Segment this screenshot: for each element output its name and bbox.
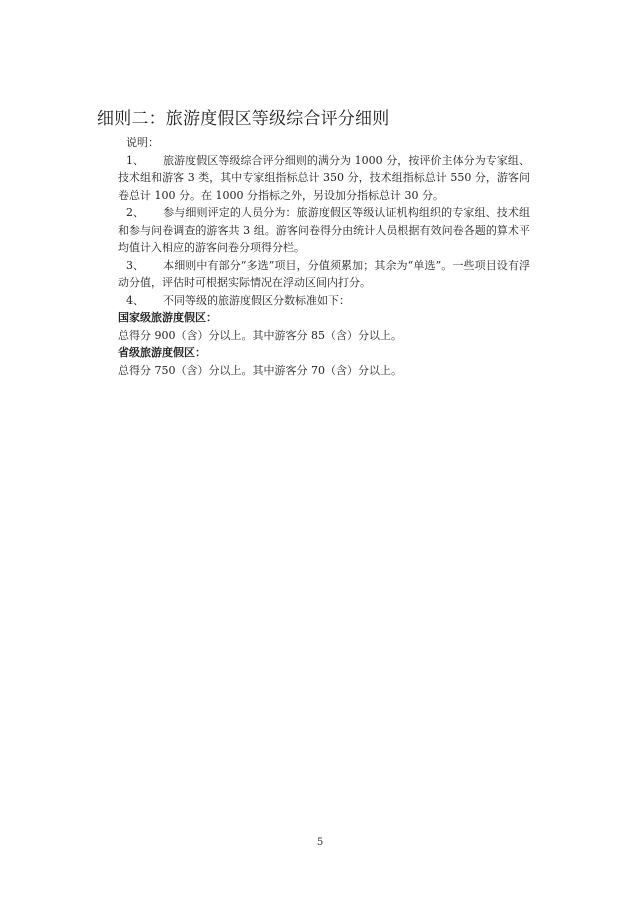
list-item-1 bbox=[118, 152, 530, 205]
list-item-number: 1、 bbox=[126, 153, 144, 167]
national-resort-criteria: 总得分 900（含）分以上。其中游客分 85（含）分以上。 bbox=[118, 328, 402, 342]
list-item-3 bbox=[118, 257, 530, 292]
list-item-text: 参与细则评定的人员分为：旅游度假区等级认证机构组织的专家组、技术组和参与问卷调查的游客共 3 组。游客问卷得分由统计人员根据有效问卷各题的算术平均值计入相应的游客问卷分项得分栏。 bbox=[118, 206, 530, 254]
provincial-resort-label: 省级旅游度假区： bbox=[118, 346, 206, 359]
document-body bbox=[118, 134, 530, 379]
national-resort-label: 国家级旅游度假区： bbox=[118, 311, 217, 324]
list-item-2 bbox=[118, 204, 530, 257]
provincial-resort-criteria: 总得分 750（含）分以上。其中游客分 70（含）分以上。 bbox=[118, 363, 402, 377]
page-title: 细则二：旅游度假区等级综合评分细则 bbox=[97, 109, 390, 129]
list-item-number: 2、 bbox=[126, 206, 144, 219]
list-item-4 bbox=[118, 292, 530, 310]
list-item-text: 本细则中有部分“多选”项目，分值须累加；其余为“单选”。一些项目设有浮动分值，评估时可根据实际情况在浮动区间内打分。 bbox=[118, 258, 530, 289]
intro-label: 说明： bbox=[126, 136, 159, 149]
list-item-number: 4、 bbox=[126, 293, 144, 307]
list-item-text: 旅游度假区等级综合评分细则的满分为 1000 分，按评价主体分为专家组、技术组和游客 3 类，其中专家组指标总计 350 分，技术组指标总计 550 分，游客问卷总计 100 分。在 1000 分指标之外，另设加分指标总计 30 分。 bbox=[118, 153, 530, 202]
list-item-number: 3、 bbox=[126, 258, 144, 272]
page-number: 5 bbox=[316, 837, 324, 848]
list-item-text: 不同等级的旅游度假区分数标准如下： bbox=[163, 293, 350, 307]
